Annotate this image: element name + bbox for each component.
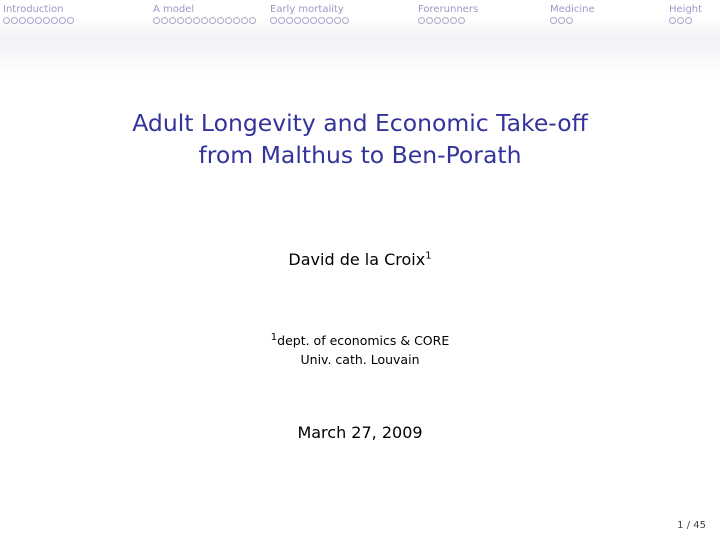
nav-frame-dot[interactable] (342, 17, 349, 24)
section-navigation-bar (0, 0, 720, 40)
page-number: 1 / 45 (677, 520, 706, 531)
presentation-date: March 27, 2009 (297, 423, 423, 442)
nav-frame-dot[interactable] (11, 17, 18, 24)
nav-frame-dot[interactable] (35, 17, 42, 24)
nav-frame-dot[interactable] (185, 17, 192, 24)
title-line-2: from Malthus to Ben-Porath (198, 141, 522, 169)
nav-dots-a-model[interactable] (153, 17, 256, 24)
nav-frame-dot[interactable] (326, 17, 333, 24)
nav-frame-dot[interactable] (233, 17, 240, 24)
nav-frame-dot[interactable] (318, 17, 325, 24)
nav-frame-dot[interactable] (426, 17, 433, 24)
nav-frame-dot[interactable] (677, 17, 684, 24)
nav-dots-height[interactable] (669, 17, 692, 24)
nav-frame-dot[interactable] (193, 17, 200, 24)
title-line-1: Adult Longevity and Economic Take-off (132, 109, 588, 137)
nav-frame-dot[interactable] (27, 17, 34, 24)
nav-section-height[interactable]: Height (669, 4, 703, 15)
nav-frame-dot[interactable] (434, 17, 441, 24)
nav-frame-dot[interactable] (450, 17, 457, 24)
nav-frame-dot[interactable] (270, 17, 277, 24)
nav-frame-dot[interactable] (302, 17, 309, 24)
nav-frame-dot[interactable] (51, 17, 58, 24)
nav-frame-dot[interactable] (442, 17, 449, 24)
nav-frame-dot[interactable] (310, 17, 317, 24)
nav-frame-dot[interactable] (209, 17, 216, 24)
nav-dots-forerunners[interactable] (418, 17, 465, 24)
nav-frame-dot[interactable] (169, 17, 176, 24)
nav-section-medicine[interactable]: Medicine (550, 4, 595, 15)
nav-frame-dot[interactable] (294, 17, 301, 24)
nav-frame-dot[interactable] (241, 17, 248, 24)
nav-frame-dot[interactable] (418, 17, 425, 24)
nav-frame-dot[interactable] (177, 17, 184, 24)
nav-dots-medicine[interactable] (550, 17, 573, 24)
nav-frame-dot[interactable] (558, 17, 565, 24)
nav-frame-dot[interactable] (685, 17, 692, 24)
nav-section-forerunners[interactable]: Forerunners (418, 4, 479, 15)
nav-frame-dot[interactable] (217, 17, 224, 24)
nav-frame-dot[interactable] (286, 17, 293, 24)
nav-frame-dot[interactable] (225, 17, 232, 24)
nav-frame-dot[interactable] (153, 17, 160, 24)
nav-frame-dot[interactable] (249, 17, 256, 24)
nav-frame-dot[interactable] (278, 17, 285, 24)
author-name: David de la Croix (288, 250, 426, 269)
nav-dots-introduction[interactable] (3, 17, 74, 24)
nav-frame-dot[interactable] (669, 17, 676, 24)
nav-section-introduction[interactable]: Introduction (3, 4, 64, 15)
slide-title (0, 107, 720, 171)
nav-frame-dot[interactable] (566, 17, 573, 24)
nav-frame-dot[interactable] (3, 17, 10, 24)
affiliation-footnote-mark: 1 (270, 332, 278, 343)
author-footnote-mark: 1 (425, 250, 432, 262)
nav-frame-dot[interactable] (458, 17, 465, 24)
nav-frame-dot[interactable] (43, 17, 50, 24)
nav-frame-dot[interactable] (334, 17, 341, 24)
author (0, 250, 720, 269)
affiliation (0, 328, 720, 369)
nav-section-early-mortality[interactable]: Early mortality (270, 4, 344, 15)
nav-frame-dot[interactable] (550, 17, 557, 24)
affiliation-line-1: dept. of economics & CORE (277, 333, 450, 349)
nav-bar-shadow (0, 40, 720, 74)
nav-frame-dot[interactable] (59, 17, 66, 24)
nav-frame-dot[interactable] (67, 17, 74, 24)
nav-dots-early-mortality[interactable] (270, 17, 349, 24)
nav-frame-dot[interactable] (161, 17, 168, 24)
nav-frame-dot[interactable] (201, 17, 208, 24)
nav-section-a-model[interactable]: A model (153, 4, 195, 15)
affiliation-line-2: Univ. cath. Louvain (300, 352, 420, 368)
nav-frame-dot[interactable] (19, 17, 26, 24)
